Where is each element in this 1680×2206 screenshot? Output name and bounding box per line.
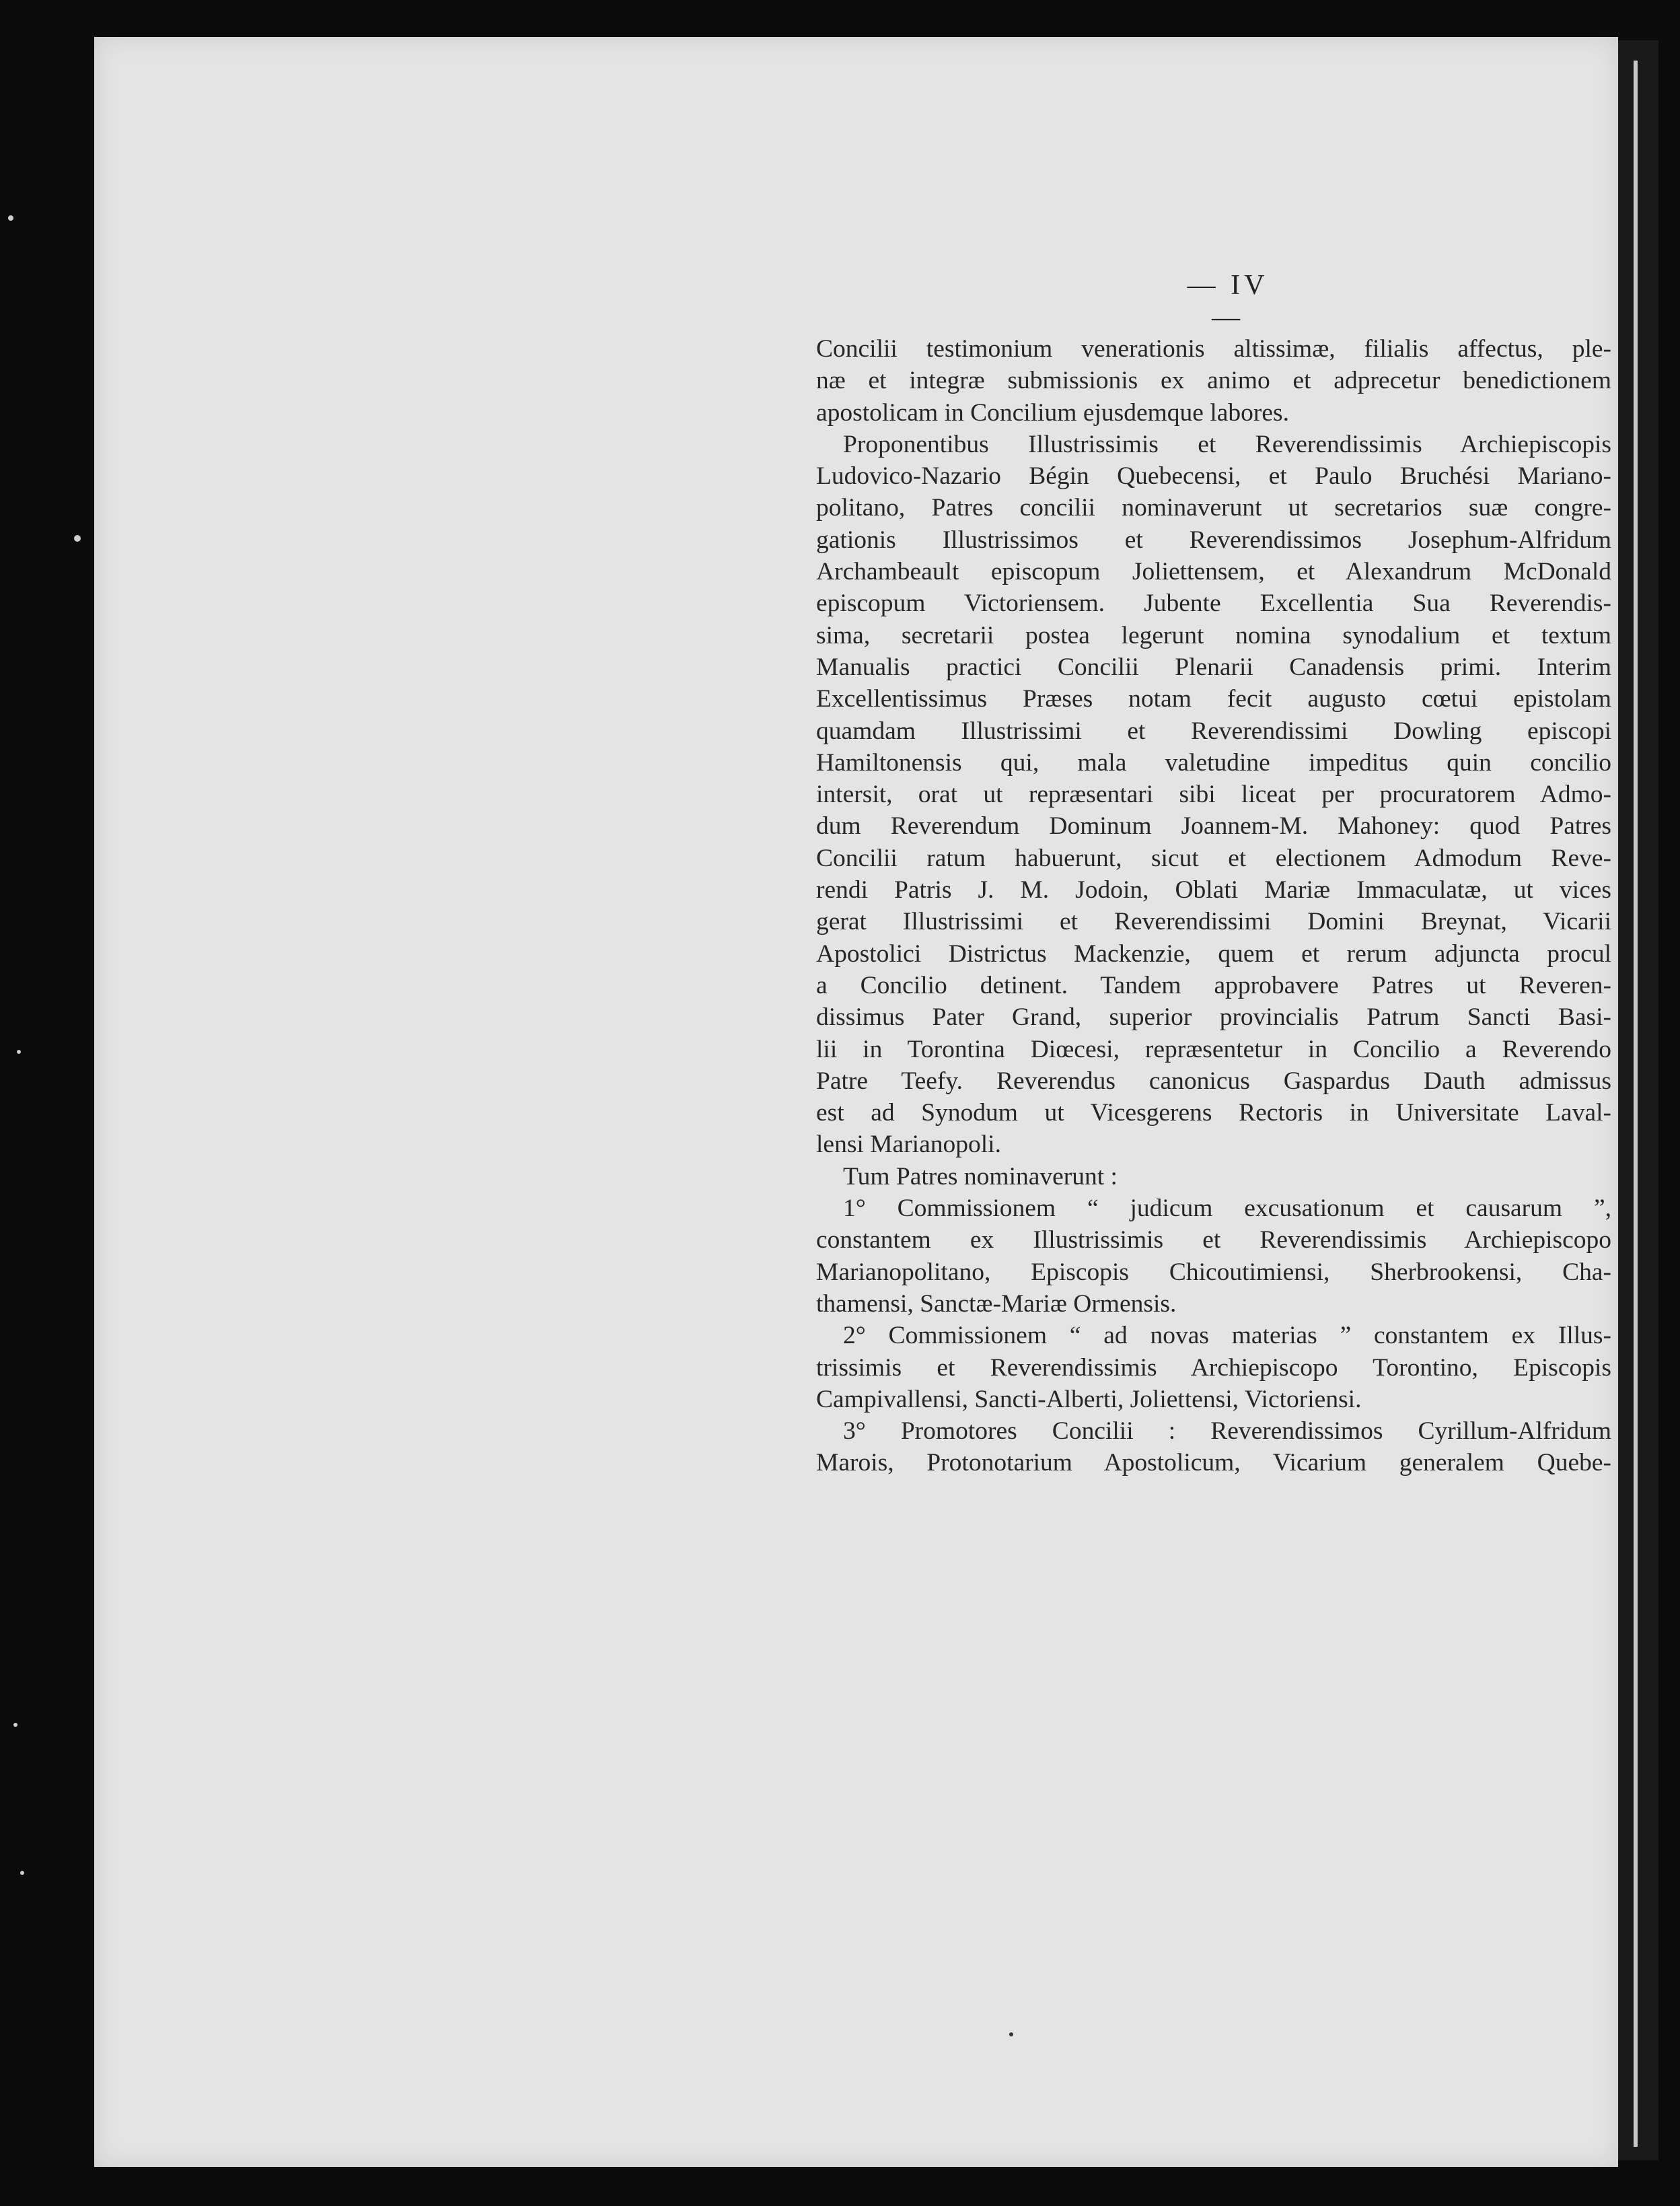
text-line: dissimus Pater Grand, superior provincialis Patrum Sancti Basi- [816,1003,1611,1032]
text-line: est ad Synodum ut Vicesgerens Rectoris in Universitate Laval- [816,1099,1611,1127]
text-line: lii in Torontina Diœcesi, repræsentetur in Concilio a Reverendo [816,1035,1611,1063]
text-line: Proponentibus Illustrissimis et Reverendissimis Archiepiscopis [843,430,1611,458]
margin-speck [13,1723,17,1727]
text-line: apostolicam in Concilium ejusdemque labores. [816,398,1289,427]
margin-speck [17,1050,21,1054]
text-line: quamdam Illustrissimi et Reverendissimi Dowling episcopi [816,717,1611,745]
text-line: gationis Illustrissimos et Reverendissimos Josephum-Alfridum [816,526,1611,554]
text-line: Marianopolitano, Episcopis Chicoutimiensi, Sherbrookensi, Cha- [816,1258,1611,1286]
text-line: a Concilio detinent. Tandem approbavere Patres ut Reveren- [816,971,1611,999]
text-line: Marois, Protonotarium Apostolicum, Vicarium generalem Quebe- [816,1449,1611,1477]
text-line: trissimis et Reverendissimis Archiepiscopo Torontino, Episcopis [816,1353,1611,1382]
text-line: Excellentissimus Præses notam fecit augusto cœtui epistolam [816,685,1611,713]
page-edge-line [1634,61,1638,2147]
body-text [816,333,1611,1479]
text-line: Apostolici Districtus Mackenzie, quem et rerum adjuncta procul [816,939,1611,968]
text-line: Manualis practici Concilii Plenarii Canadensis primi. Interim [816,653,1611,681]
margin-speck [20,1871,24,1875]
text-line: intersit, orat ut repræsentari sibi liceat per procuratorem Admo- [816,781,1611,809]
text-line: Hamiltonensis qui, mala valetudine impeditus quin concilio [816,748,1611,777]
text-line: Ludovico-Nazario Bégin Quebecensi, et Paulo Bruchési Mariano- [816,462,1611,491]
margin-speck [8,215,13,221]
text-line: episcopum Victoriensem. Jubente Excellentia Sua Reverendis- [816,590,1611,618]
text-line: rendi Patris J. M. Jodoin, Oblati Mariæ Immaculatæ, ut vices [816,876,1611,904]
margin-speck [74,535,81,542]
text-line: sima, secretarii postea legerunt nomina synodalium et textum [816,621,1611,649]
text-line: Tum Patres nominaverunt : [843,1162,1118,1190]
text-line: politano, Patres concilii nominaverunt ut secretarios suæ congre- [816,494,1611,522]
page-number: — IV — [1187,270,1269,333]
text-line: Patre Teefy. Reverendus canonicus Gaspardus Dauth admissus [816,1067,1611,1095]
text-line: constantem ex Illustrissimis et Reverendissimis Archiepiscopo [816,1226,1611,1254]
text-line: 2° Commissionem “ ad novas materias ” constantem ex Illus- [843,1322,1611,1350]
text-line: gerat Illustrissimi et Reverendissimi Domini Breynat, Vicarii [816,908,1611,936]
text-line: Concilii testimonium venerationis altissimæ, filialis affectus, ple- [816,335,1611,363]
text-line: 1° Commissionem “ judicum excusationum et causarum ”, [843,1195,1611,1223]
text-line: Concilii ratum habuerunt, sicut et electionem Admodum Reve- [816,844,1611,872]
text-line: 3° Promotores Concilii : Reverendissimos Cyrillum-Alfridum [843,1417,1611,1446]
text-line: Archambeault episcopum Joliettensem, et Alexandrum McDonald [816,558,1611,586]
text-line: Campivallensi, Sancti-Alberti, Joliettensi, Victoriensi. [816,1385,1362,1413]
text-line: thamensi, Sanctæ-Mariæ Ormensis. [816,1289,1177,1318]
page-speck [1009,2032,1013,2036]
page-edge-shadow [1618,40,1658,2160]
text-line: lensi Marianopoli. [816,1131,1001,1159]
text-line: dum Reverendum Dominum Joannem-M. Mahoney: quod Patres [816,812,1611,841]
text-line: næ et integræ submissionis ex animo et adprecetur benedictionem [816,367,1611,395]
